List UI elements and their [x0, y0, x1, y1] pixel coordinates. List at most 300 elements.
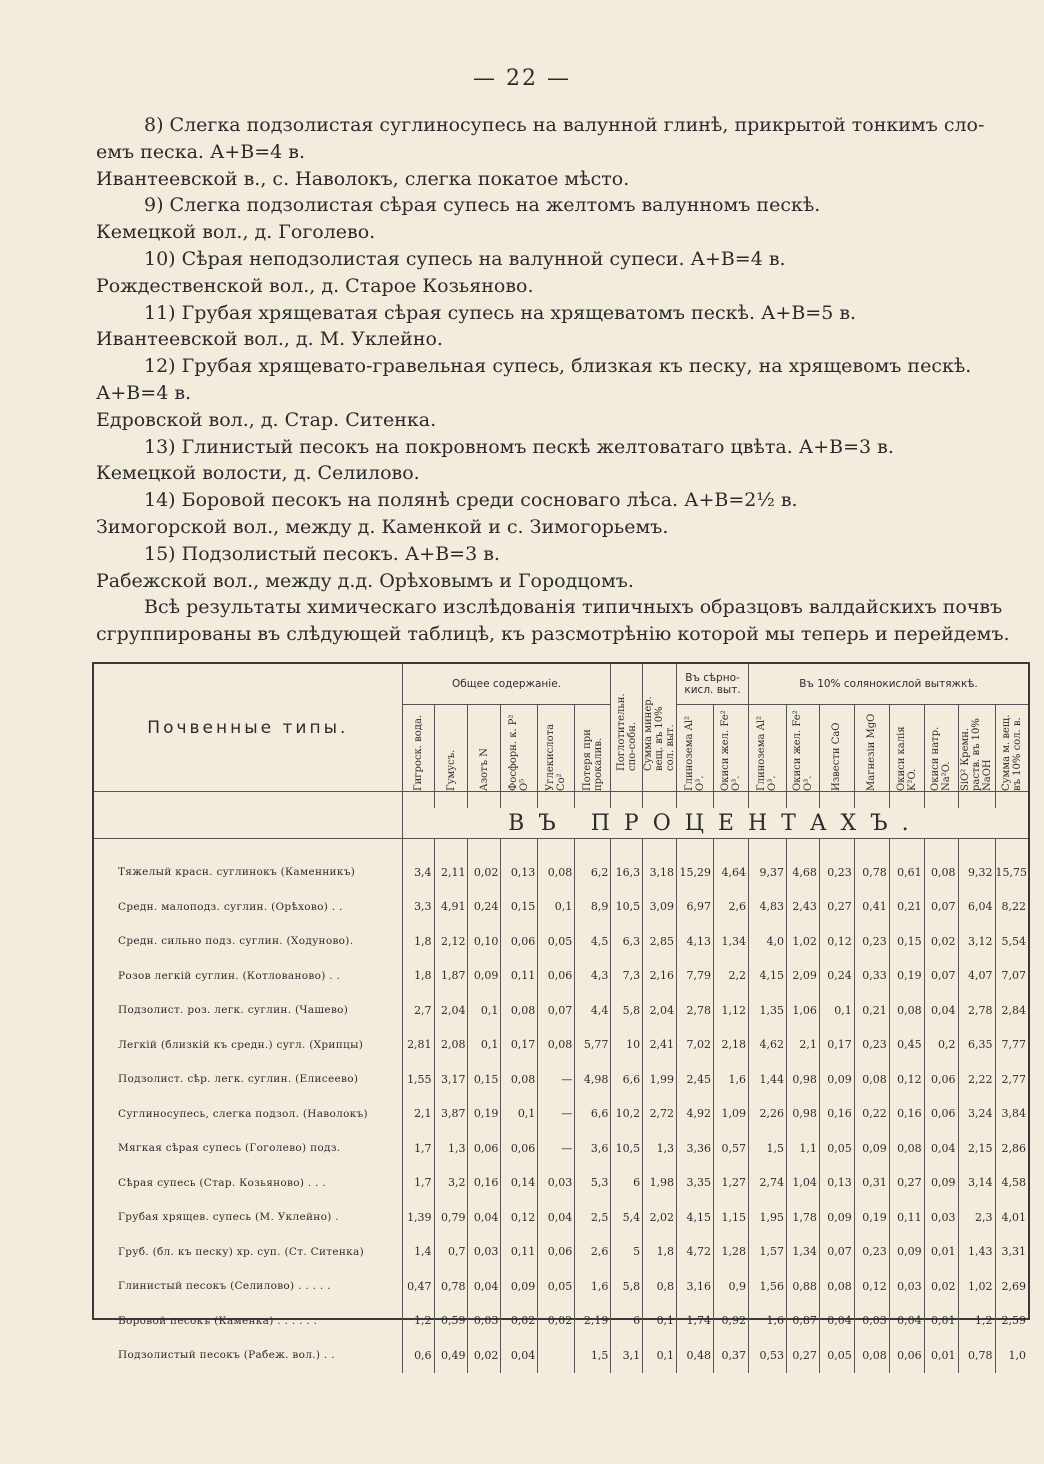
- table-cell: 0,49: [434, 1338, 468, 1373]
- table-cell: 0,05: [538, 1269, 575, 1304]
- table-cell: 0,24: [819, 959, 854, 994]
- table-cell: 4,91: [434, 890, 468, 925]
- table-cell: 2,6: [714, 890, 749, 925]
- soil-analysis-table: [92, 662, 1030, 1362]
- table-cell: 1,8: [643, 1235, 677, 1270]
- table-cell: 0,09: [889, 1235, 924, 1270]
- table-cell: 4,58: [995, 1166, 1028, 1201]
- table-cell: 0,06: [924, 1097, 958, 1132]
- table-cell: 0,12: [819, 924, 854, 959]
- table-cell: 5,8: [611, 993, 643, 1028]
- table-cell: 3,1: [611, 1338, 643, 1373]
- text-line: Ивантеевской в., с. Наволокъ, слегка покатое мѣсто.: [96, 167, 630, 190]
- table-cell: 4,83: [748, 890, 786, 925]
- table-cell: 0,23: [854, 1028, 889, 1063]
- table-cell: 0,06: [538, 959, 575, 994]
- table-cell: —: [538, 1097, 575, 1132]
- table-cell: 3,18: [643, 855, 677, 890]
- table-cell: 0,06: [501, 924, 538, 959]
- col-header-6: Поглотительн. спо-собн.: [611, 664, 643, 792]
- table-cell: 1,6: [748, 1304, 786, 1339]
- table-row: [94, 1200, 1028, 1235]
- table-cell: 6: [611, 1166, 643, 1201]
- table-cell: 1,3: [643, 1131, 677, 1166]
- table-cell: 4,64: [714, 855, 749, 890]
- table-cell: 5,8: [611, 1269, 643, 1304]
- table-cell: 0,03: [468, 1235, 501, 1270]
- table-row: [94, 1062, 1028, 1097]
- table-cell: 1,99: [643, 1062, 677, 1097]
- table-row: [94, 1269, 1028, 1304]
- table-cell: 6,2: [575, 855, 611, 890]
- table-cell: 0,27: [819, 890, 854, 925]
- col-header-11: Окиси жел. Fe² O³.: [786, 705, 819, 792]
- table-cell: 0,23: [854, 1235, 889, 1270]
- units-banner: ВЪ ПРОЦЕНТАХЪ.: [402, 808, 1028, 839]
- table-cell: 1,28: [714, 1235, 749, 1270]
- types-header: Почвенные типы.: [94, 664, 402, 792]
- table-cell: 0,92: [714, 1304, 749, 1339]
- table-cell: 4,68: [786, 855, 819, 890]
- table-cell: 2,1: [402, 1097, 434, 1132]
- table-cell: 0,09: [924, 1166, 958, 1201]
- table-cell: 2,09: [786, 959, 819, 994]
- table-cell: 2,6: [575, 1235, 611, 1270]
- table-cell: 2,77: [995, 1062, 1028, 1097]
- table-cell: 9,37: [748, 855, 786, 890]
- table-cell: 3,4: [402, 855, 434, 890]
- table-cell: 0,08: [501, 993, 538, 1028]
- text-line: сгруппированы въ слѣдующей таблицѣ, къ разсмотрѣнію которой мы теперь и перейдемъ.: [96, 623, 1010, 646]
- table-cell: 8,9: [575, 890, 611, 925]
- table-cell: 1,95: [748, 1200, 786, 1235]
- table-cell: 4,15: [748, 959, 786, 994]
- table-cell: 0,87: [786, 1304, 819, 1339]
- table-cell: 2,16: [643, 959, 677, 994]
- table-cell: 0,6: [402, 1338, 434, 1373]
- table-cell: 0,07: [924, 890, 958, 925]
- table-row: [94, 959, 1028, 994]
- table-cell: 10,2: [611, 1097, 643, 1132]
- table-cell: 2,08: [434, 1028, 468, 1063]
- table-cell: 0,08: [889, 1131, 924, 1166]
- table-cell: [538, 1338, 575, 1373]
- table-cell: 0,11: [889, 1200, 924, 1235]
- table-cell: 0,02: [538, 1304, 575, 1339]
- table-row: [94, 1097, 1028, 1132]
- table-cell: 0,15: [468, 1062, 501, 1097]
- table-cell: 3,87: [434, 1097, 468, 1132]
- table-cell: 0,33: [854, 959, 889, 994]
- text-line: Зимогорской вол., между д. Каменкой и с. Зимогорьемъ.: [96, 515, 669, 538]
- table-cell: 1,3: [434, 1131, 468, 1166]
- table-cell: 4,13: [677, 924, 714, 959]
- group-general-header: Общее содержаніе.: [402, 664, 611, 705]
- table-cell: 0,05: [819, 1338, 854, 1373]
- table-cell: 0,06: [468, 1131, 501, 1166]
- table-row: [94, 1166, 1028, 1201]
- text-line: 10) Сѣрая неподзолистая супесь на валунной супеси. А+В=4 в.: [144, 247, 786, 270]
- row-name: Глинистый песокъ (Селилово) . . . . .: [118, 1280, 331, 1293]
- table-cell: 5,77: [575, 1028, 611, 1063]
- table-cell: 0,08: [819, 1269, 854, 1304]
- table-cell: 1,5: [748, 1131, 786, 1166]
- table-cell: 2,18: [714, 1028, 749, 1063]
- table-cell: 7,02: [677, 1028, 714, 1063]
- table-cell: 0,31: [854, 1166, 889, 1201]
- table-row: [94, 1028, 1028, 1063]
- table-cell: 3,09: [643, 890, 677, 925]
- table-cell: 2,72: [643, 1097, 677, 1132]
- col-header-4: Углекислота Co²: [538, 705, 575, 792]
- text-line: емъ песка. А+В=4 в.: [96, 140, 306, 163]
- text-line: 15) Подзолистый песокъ. А+В=3 в.: [144, 542, 500, 565]
- table-cell: 0,23: [854, 924, 889, 959]
- table-cell: 2,85: [643, 924, 677, 959]
- group-sulfuric-header: Въ сѣрно-кисл. выт.: [677, 664, 749, 705]
- text-line: 13) Глинистый песокъ на покровномъ пескѣ желтоватаго цвѣта. А+В=3 в.: [144, 435, 894, 458]
- table-cell: 0,01: [924, 1338, 958, 1373]
- table-cell: 0,09: [468, 959, 501, 994]
- table-cell: 4,4: [575, 993, 611, 1028]
- table-cell: 0,17: [501, 1028, 538, 1063]
- table-cell: 0,13: [501, 855, 538, 890]
- table-cell: 0,08: [501, 1062, 538, 1097]
- row-name: Мягкая сѣрая супесь (Гоголево) подз.: [118, 1142, 341, 1155]
- table-cell: 0,09: [854, 1131, 889, 1166]
- table-cell: 1,27: [714, 1166, 749, 1201]
- row-name: Тяжелый красн. суглинокъ (Каменникъ): [118, 866, 356, 879]
- table-cell: 0,03: [468, 1304, 501, 1339]
- table-cell: 0,08: [854, 1338, 889, 1373]
- table-cell: 0,27: [786, 1338, 819, 1373]
- page-number: — 22 —: [473, 66, 571, 91]
- table-cell: 9,32: [958, 855, 995, 890]
- table-cell: 0,04: [538, 1200, 575, 1235]
- table-cell: 0,04: [819, 1304, 854, 1339]
- table-cell: 1,0: [995, 1338, 1028, 1373]
- table-cell: 0,04: [924, 1131, 958, 1166]
- col-header-13: Магнезіи MgO: [854, 705, 889, 792]
- col-header-12: Извести CaO: [819, 705, 854, 792]
- table-cell: —: [538, 1062, 575, 1097]
- table-cell: 0,11: [501, 959, 538, 994]
- table-cell: 0,02: [468, 1338, 501, 1373]
- table-cell: 0,02: [468, 855, 501, 890]
- table-cell: 0,12: [854, 1269, 889, 1304]
- table-cell: 0,06: [501, 1131, 538, 1166]
- text-line: 9) Слегка подзолистая сѣрая супесь на желтомъ валунномъ пескѣ.: [144, 194, 821, 217]
- table-row: [94, 1235, 1028, 1270]
- table-cell: 2,78: [958, 993, 995, 1028]
- table-cell: 0,15: [889, 924, 924, 959]
- table-cell: 6,6: [575, 1097, 611, 1132]
- table-cell: 0,08: [889, 993, 924, 1028]
- row-name: Подзолистый песокъ (Рабеж. вол.) . .: [118, 1349, 335, 1362]
- table-cell: 0,03: [889, 1269, 924, 1304]
- table-cell: 3,12: [958, 924, 995, 959]
- col-header-7: Сумма минер. вещ. въ 10% сол. выт.: [643, 664, 677, 792]
- table-cell: 7,79: [677, 959, 714, 994]
- table-cell: 1,87: [434, 959, 468, 994]
- table-cell: 2,15: [958, 1131, 995, 1166]
- table-cell: 0,59: [434, 1304, 468, 1339]
- row-name: Подзолист. сѣр. легк. суглин. (Елисеево): [118, 1073, 359, 1086]
- text-line: Рабежской вол., между д.д. Орѣховымъ и Городцомъ.: [96, 569, 634, 592]
- table-cell: 4,01: [995, 1200, 1028, 1235]
- table-cell: 15,29: [677, 855, 714, 890]
- table-cell: 0,17: [819, 1028, 854, 1063]
- table-cell: 0,13: [819, 1166, 854, 1201]
- text-line: Ивантеевской вол., д. М. Уклейно.: [96, 328, 443, 351]
- table-cell: 6,04: [958, 890, 995, 925]
- table-cell: 1,43: [958, 1235, 995, 1270]
- table-cell: 1,06: [786, 993, 819, 1028]
- table-cell: 2,41: [643, 1028, 677, 1063]
- table-cell: 2,69: [995, 1269, 1028, 1304]
- table-cell: 5,54: [995, 924, 1028, 959]
- table-cell: 0,24: [468, 890, 501, 925]
- table-cell: 2,78: [677, 993, 714, 1028]
- table-cell: 0,07: [538, 993, 575, 1028]
- text-line: 11) Грубая хрящеватая сѣрая супесь на хрящеватомъ пескѣ. А+В=5 в.: [144, 301, 857, 324]
- table-cell: 0,23: [819, 855, 854, 890]
- table-cell: 7,77: [995, 1028, 1028, 1063]
- table-cell: 1,2: [958, 1304, 995, 1339]
- text-line: 14) Боровой песокъ на полянѣ среди сосноваго лѣса. А+В=2½ в.: [144, 489, 798, 512]
- row-name: Сѣрая супесь (Стар. Козьяново) . . .: [118, 1176, 327, 1189]
- table-cell: 0,14: [501, 1166, 538, 1201]
- text-line: Едровской вол., д. Стар. Ситенка.: [96, 408, 437, 431]
- table-cell: 0,08: [854, 1062, 889, 1097]
- table-cell: 3,3: [402, 890, 434, 925]
- table-cell: 2,12: [434, 924, 468, 959]
- table-cell: 0,19: [889, 959, 924, 994]
- table-cell: 1,8: [402, 959, 434, 994]
- table-cell: 3,16: [677, 1269, 714, 1304]
- table-cell: 0,7: [434, 1235, 468, 1270]
- table-cell: 0,02: [501, 1304, 538, 1339]
- table-cell: 1,02: [958, 1269, 995, 1304]
- table-cell: 2,84: [995, 993, 1028, 1028]
- col-header-15: Окиси натр. Na²O.: [924, 705, 958, 792]
- table-cell: 2,1: [786, 1028, 819, 1063]
- table-cell: 0,16: [819, 1097, 854, 1132]
- table-row: [94, 1338, 1028, 1373]
- table-cell: 6: [611, 1304, 643, 1339]
- table-cell: 1,6: [714, 1062, 749, 1097]
- table-cell: 0,09: [819, 1062, 854, 1097]
- table-cell: 0,78: [854, 855, 889, 890]
- table-cell: 0,16: [889, 1097, 924, 1132]
- group-hcl-header: Въ 10% солянокислой вытяжкѣ.: [748, 664, 1028, 705]
- table-cell: 0,05: [819, 1131, 854, 1166]
- col-header-16: SiO² Кремн. раств. въ 10% NaOH: [958, 705, 995, 792]
- table-cell: 0,07: [819, 1235, 854, 1270]
- table-row: [94, 855, 1028, 890]
- table-cell: 6,97: [677, 890, 714, 925]
- table-cell: 16,3: [611, 855, 643, 890]
- table-cell: 0,78: [958, 1338, 995, 1373]
- table-cell: 0,06: [538, 1235, 575, 1270]
- table-cell: 4,5: [575, 924, 611, 959]
- table-cell: 1,09: [714, 1097, 749, 1132]
- col-header-3: Фосфорн. к. P² O⁵: [501, 705, 538, 792]
- table-row: [94, 924, 1028, 959]
- table-cell: 0,04: [889, 1304, 924, 1339]
- table-cell: 2,5: [575, 1200, 611, 1235]
- table-cell: 10,5: [611, 890, 643, 925]
- table-cell: 0,03: [924, 1200, 958, 1235]
- table-cell: 8,22: [995, 890, 1028, 925]
- table-cell: 2,04: [643, 993, 677, 1028]
- table-cell: —: [538, 1131, 575, 1166]
- table-cell: 0,08: [924, 855, 958, 890]
- table-cell: 4,0: [748, 924, 786, 959]
- table-cell: 0,12: [501, 1200, 538, 1235]
- body-text: [96, 112, 1026, 648]
- table-cell: 1,04: [786, 1166, 819, 1201]
- table-cell: 2,2: [714, 959, 749, 994]
- row-name: Суглиносупесь, слегка подзол. (Наволокъ): [118, 1107, 368, 1120]
- table-cell: 0,11: [501, 1235, 538, 1270]
- table-cell: 0,98: [786, 1062, 819, 1097]
- table-cell: 1,02: [786, 924, 819, 959]
- table-cell: 4,92: [677, 1097, 714, 1132]
- table-cell: 0,1: [643, 1338, 677, 1373]
- table-cell: 7,3: [611, 959, 643, 994]
- table-cell: 0,03: [854, 1304, 889, 1339]
- table-cell: 2,3: [958, 1200, 995, 1235]
- table-cell: 4,62: [748, 1028, 786, 1063]
- table-cell: 0,41: [854, 890, 889, 925]
- table-row: [94, 1131, 1028, 1166]
- table-cell: 10: [611, 1028, 643, 1063]
- table-cell: 2,22: [958, 1062, 995, 1097]
- table-cell: 4,98: [575, 1062, 611, 1097]
- table-cell: 0,21: [854, 993, 889, 1028]
- table-cell: 3,35: [677, 1166, 714, 1201]
- table-cell: 2,74: [748, 1166, 786, 1201]
- table-cell: 0,04: [924, 993, 958, 1028]
- row-name: Грубая хрящев. супесь (М. Уклейно) .: [118, 1211, 339, 1224]
- table-cell: 0,1: [643, 1304, 677, 1339]
- row-name: Розов легкій суглин. (Котлованово) . .: [118, 969, 341, 982]
- table-cell: 3,36: [677, 1131, 714, 1166]
- table-cell: 0,06: [924, 1062, 958, 1097]
- table-cell: 0,21: [889, 890, 924, 925]
- table-cell: 0,01: [924, 1304, 958, 1339]
- table-row: [94, 1304, 1028, 1339]
- table-cell: 2,7: [402, 993, 434, 1028]
- table-cell: 0,07: [924, 959, 958, 994]
- table-cell: 0,15: [501, 890, 538, 925]
- table-cell: 0,1: [468, 1028, 501, 1063]
- table-cell: 0,9: [714, 1269, 749, 1304]
- table-cell: 6,35: [958, 1028, 995, 1063]
- col-header-5: Потеря при прокалив.: [575, 705, 611, 792]
- col-header-8: Глинозема Al² O³.: [677, 705, 714, 792]
- table-cell: 0,04: [468, 1200, 501, 1235]
- table-cell: 1,34: [714, 924, 749, 959]
- table-cell: 2,04: [434, 993, 468, 1028]
- table-cell: 0,01: [924, 1235, 958, 1270]
- table-cell: 0,2: [924, 1028, 958, 1063]
- table-cell: 2,59: [995, 1304, 1028, 1339]
- table-cell: 0,02: [924, 1269, 958, 1304]
- table-cell: 6,6: [611, 1062, 643, 1097]
- table-cell: 0,98: [786, 1097, 819, 1132]
- table-cell: 2,26: [748, 1097, 786, 1132]
- table-cell: 5: [611, 1235, 643, 1270]
- table-row: [94, 890, 1028, 925]
- row-name: Груб. (бл. къ песку) хр. суп. (Ст. Ситенка): [118, 1245, 364, 1258]
- table-cell: 0,22: [854, 1097, 889, 1132]
- row-name: Средн. сильно подз. суглин. (Ходуново).: [118, 935, 354, 948]
- table-cell: 1,98: [643, 1166, 677, 1201]
- table-cell: 0,08: [538, 1028, 575, 1063]
- table-cell: 1,78: [786, 1200, 819, 1235]
- table-cell: 3,6: [575, 1131, 611, 1166]
- table-cell: 3,17: [434, 1062, 468, 1097]
- table-cell: 2,11: [434, 855, 468, 890]
- text-line: Кемецкой волости, д. Селилово.: [96, 462, 420, 485]
- table-cell: 0,61: [889, 855, 924, 890]
- table-cell: 1,8: [402, 924, 434, 959]
- table-cell: 1,39: [402, 1200, 434, 1235]
- text-line: А+В=4 в.: [96, 381, 192, 404]
- table-cell: 0,79: [434, 1200, 468, 1235]
- table-cell: 0,16: [468, 1166, 501, 1201]
- table-cell: 1,74: [677, 1304, 714, 1339]
- table-cell: 1,57: [748, 1235, 786, 1270]
- text-line: 8) Слегка подзолистая суглиносупесь на валунной глинѣ, прикрытой тонкимъ сло-: [144, 114, 985, 136]
- text-line: 12) Грубая хрящевато-гравельная супесь, близкая къ песку, на хрящевомъ пескѣ.: [144, 355, 972, 378]
- table-cell: 1,4: [402, 1235, 434, 1270]
- table-cell: 10,5: [611, 1131, 643, 1166]
- table-cell: 1,7: [402, 1166, 434, 1201]
- table-cell: 1,44: [748, 1062, 786, 1097]
- row-name: Боровой песокъ (Каменка) . . . . . .: [118, 1314, 318, 1327]
- table-cell: 1,1: [786, 1131, 819, 1166]
- table-cell: 0,57: [714, 1131, 749, 1166]
- table-cell: 3,31: [995, 1235, 1028, 1270]
- table-cell: 2,19: [575, 1304, 611, 1339]
- table-cell: 3,24: [958, 1097, 995, 1132]
- table-cell: 4,72: [677, 1235, 714, 1270]
- table-cell: 0,48: [677, 1338, 714, 1373]
- table-cell: 1,34: [786, 1235, 819, 1270]
- table-cell: 6,3: [611, 924, 643, 959]
- col-header-0: Гигроск. вода.: [402, 705, 434, 792]
- table-cell: 4,15: [677, 1200, 714, 1235]
- table-cell: 2,45: [677, 1062, 714, 1097]
- table-cell: 3,2: [434, 1166, 468, 1201]
- table-cell: 1,15: [714, 1200, 749, 1235]
- table-cell: 0,10: [468, 924, 501, 959]
- table-cell: 0,1: [538, 890, 575, 925]
- table-cell: 0,1: [501, 1097, 538, 1132]
- table-cell: 0,19: [468, 1097, 501, 1132]
- table-cell: 4,3: [575, 959, 611, 994]
- table-cell: 0,78: [434, 1269, 468, 1304]
- table-cell: 0,08: [538, 855, 575, 890]
- table-cell: 0,1: [468, 993, 501, 1028]
- col-header-17: Сумма м. вещ. въ 10% сол. в.: [995, 705, 1028, 792]
- table-cell: 1,6: [575, 1269, 611, 1304]
- row-name: Легкій (близкій къ средн.) сугл. (Хрипцы): [118, 1038, 364, 1051]
- table-cell: 2,86: [995, 1131, 1028, 1166]
